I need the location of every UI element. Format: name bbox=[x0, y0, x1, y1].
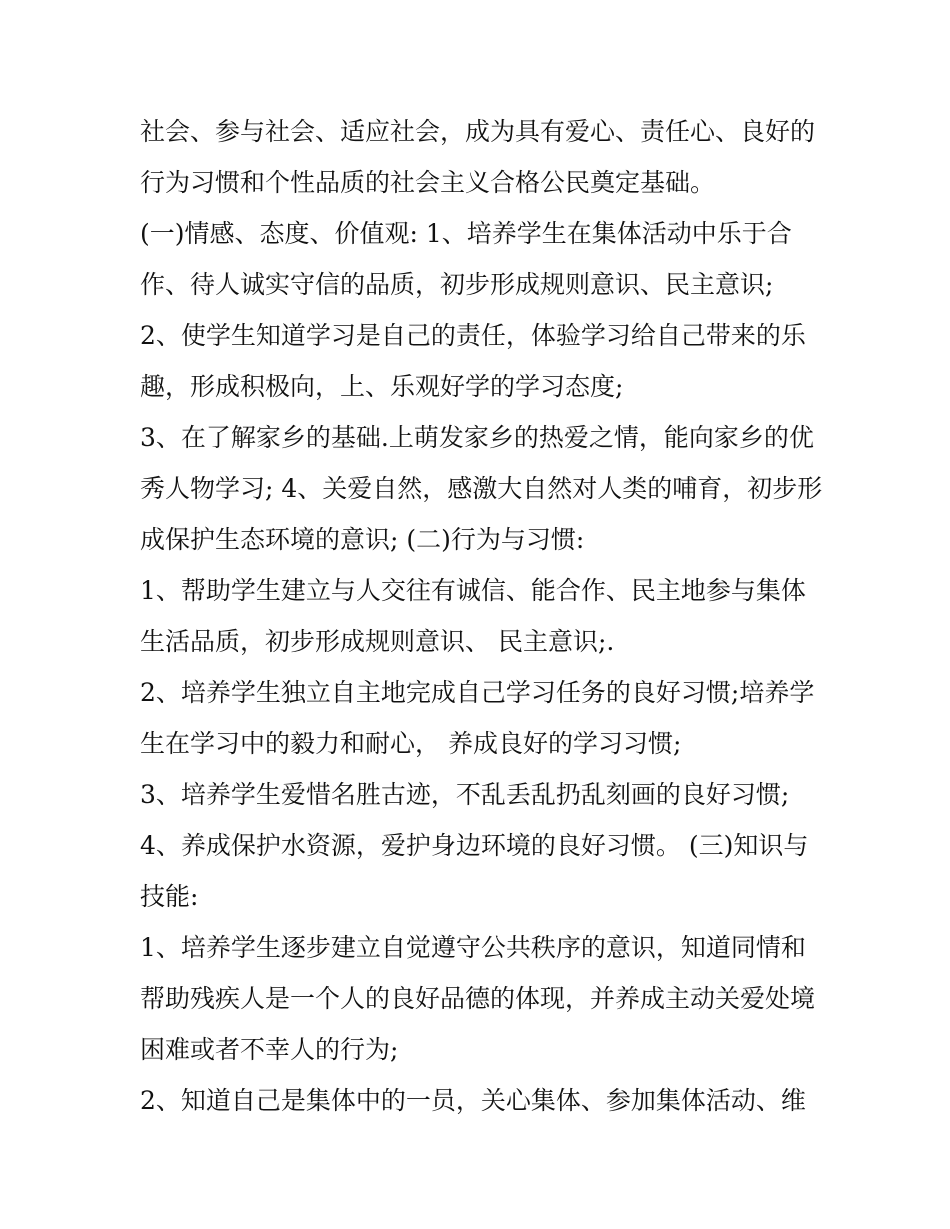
text-line: 困难或者不幸人的行为; bbox=[140, 1035, 399, 1064]
text-line: 帮助残疾人是一个人的良好品德的体现，并养成主动关爱处境 bbox=[140, 984, 816, 1013]
text-line: 秀人物学习; 4、关爱自然，感激大自然对人类的哺育，初步形 bbox=[140, 474, 823, 503]
text-line: 生活品质，初步形成规则意识、 民主意识;. bbox=[140, 627, 615, 656]
text-line: 社会、参与社会、适应社会，成为具有爱心、责任心、良好的 bbox=[140, 117, 816, 146]
text-line: 2、使学生知道学习是自己的责任，体验学习给自己带来的乐 bbox=[140, 321, 806, 350]
text-line: 2、知道自己是集体中的一员，关心集体、参加集体活动、维 bbox=[140, 1086, 806, 1115]
body-text bbox=[140, 106, 830, 1126]
text-line: 2、培养学生独立自主地完成自己学习任务的良好习惯;培养学 bbox=[140, 678, 815, 707]
text-line: 1、帮助学生建立与人交往有诚信、能合作、民主地参与集体 bbox=[140, 576, 806, 605]
text-line: 4、养成保护水资源，爱护身边环境的良好习惯。 (三)知识与 bbox=[140, 831, 809, 860]
text-line: 1、培养学生逐步建立自觉遵守公共秩序的意识，知道同情和 bbox=[140, 933, 806, 962]
text-line: 3、培养学生爱惜名胜古迹，不乱丢乱扔乱刻画的良好习惯; bbox=[140, 780, 790, 809]
text-line: (一)情感、态度、价值观: 1、培养学生在集体活动中乐于合 bbox=[140, 219, 792, 248]
text-line: 趣，形成积极向，上、乐观好学的学习态度; bbox=[140, 372, 624, 401]
text-line: 行为习惯和个性品质的社会主义合格公民奠定基础。 bbox=[140, 168, 716, 197]
text-line: 技能: bbox=[140, 882, 199, 911]
text-line: 作、待人诚实守信的品质，初步形成规则意识、民主意识; bbox=[140, 270, 774, 299]
text-line: 3、在了解家乡的基础.上萌发家乡的热爱之情，能向家乡的优 bbox=[140, 423, 814, 452]
text-line: 生在学习中的毅力和耐心， 养成良好的学习习惯; bbox=[140, 729, 682, 758]
text-line: 成保护生态环境的意识; (二)行为与习惯: bbox=[140, 525, 585, 554]
